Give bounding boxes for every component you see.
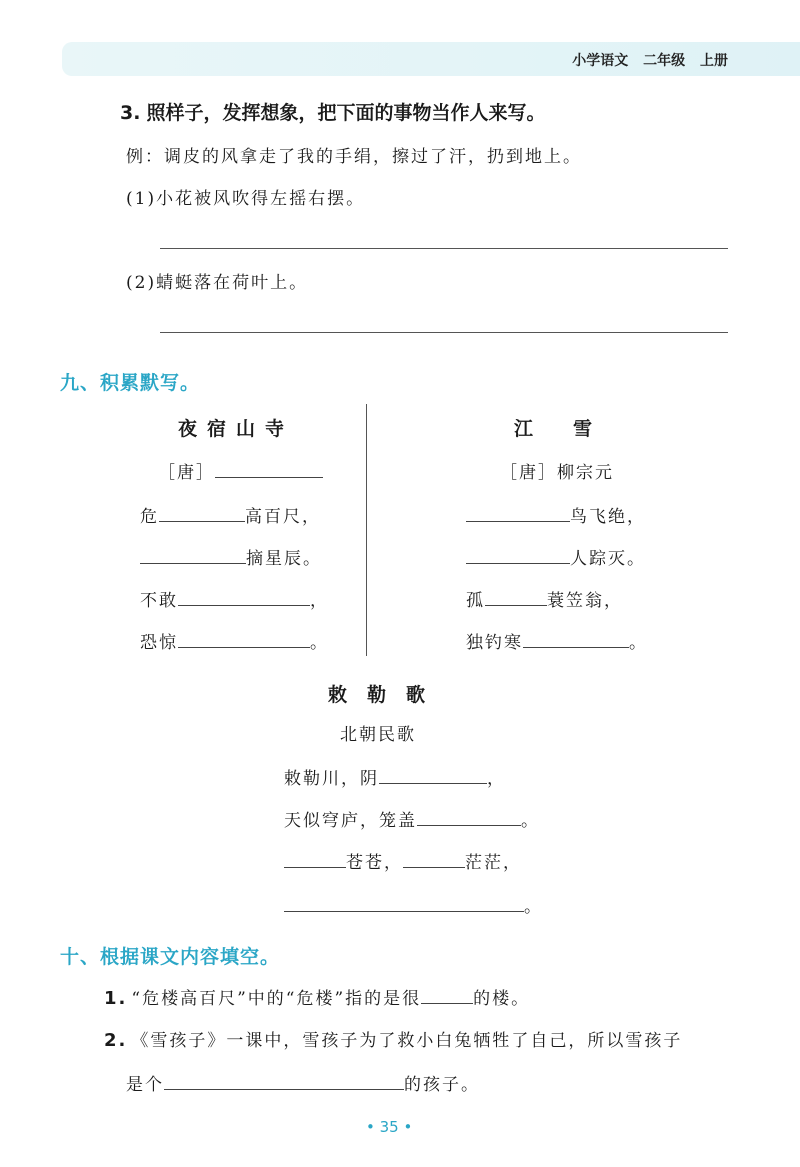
poem3-line-3-mid: 苍苍， [346,853,403,873]
section9-title: 九、积累默写。 [60,372,201,394]
poem3-line-1-pre: 敕勒川，阴 [284,769,379,789]
poem3-line-2 [284,806,540,831]
poem1-line-2 [140,544,322,569]
poem3-line-4-post: 。 [524,897,543,917]
s10-q1-number: 1. [104,988,128,1009]
header-volume: 上册 [700,53,728,69]
poem2-line-2 [466,544,646,569]
poem2-line-4-pre: 独钓寒 [466,633,523,653]
s10-q1-post: 的楼。 [473,989,531,1009]
poem3-line-2-post: 。 [521,811,540,831]
poem2-dynasty-line [500,458,614,483]
poem1-line-2-post: 摘星辰。 [246,549,322,569]
s10-q2-pre: 是个 [126,1075,164,1095]
s10-q2-line-2 [126,1070,480,1095]
poem3-line-2-pre: 天似穹庐，笼盖 [284,811,417,831]
page-number: • 35 • [366,1118,413,1136]
poem2-line-3-pre: 孤 [466,591,485,611]
poem1-dynasty-line [158,458,323,483]
poem3-line-1 [284,764,506,789]
poem1-line-1 [140,502,321,527]
poem3-line-1-post: ， [487,769,506,789]
s10-q2 [104,1026,682,1051]
s10-q1-pre: “危楼高百尺”中的“危楼”指的是很 [131,989,422,1009]
poem2-line-4-blank[interactable] [523,629,629,648]
poem3-line-3-blank-a[interactable] [284,849,346,868]
s10-q1-blank[interactable] [421,985,473,1004]
poem2-line-4-post: 。 [629,633,648,653]
poem2-line-1 [466,502,646,527]
poem2-dynasty: ［唐］ [500,463,557,483]
poem2-line-2-blank[interactable] [466,545,570,564]
s10-q2-blank[interactable] [164,1071,404,1090]
q3-item-2: (2)蜻蜓落在荷叶上。 [126,273,309,293]
poem2-line-1-blank[interactable] [466,503,570,522]
poem1-line-4-post: 。 [310,633,329,653]
poem-divider [366,404,367,656]
s10-q2-text: 《雪孩子》一课中，雪孩子为了救小白兔牺牲了自己，所以雪孩子 [131,1031,683,1051]
poem1-line-1-blank[interactable] [159,503,245,522]
q3-title [120,98,545,125]
header-grade: 二年级 [643,53,686,69]
poem1-line-4-blank[interactable] [178,629,310,648]
poem1-line-1-post: 高百尺， [245,507,321,527]
poem3-line-2-blank[interactable] [417,807,521,826]
q3-answer-line-1[interactable] [160,248,728,249]
s10-q2-post: 的孩子。 [404,1075,480,1095]
s10-q1 [104,984,530,1009]
poem3-title: 敕勒歌 [328,684,446,706]
section10-title: 十、根据课文内容填空。 [60,946,281,968]
poem2-line-2-post: 人踪灭。 [570,549,646,569]
poem1-line-3-post: ， [310,591,329,611]
poem2-line-4 [466,628,648,653]
poem1-line-3-pre: 不敢 [140,591,178,611]
q3-item-1: (1)小花被风吹得左摇右摆。 [126,189,366,209]
poem1-dynasty: ［唐］ [158,463,215,483]
poem3-author: 北朝民歌 [340,725,416,745]
poem3-line-4 [284,892,543,917]
poem3-line-4-blank[interactable] [284,893,524,912]
header-label [572,50,728,70]
poem1-line-3 [140,586,329,611]
poem2-author: 柳宗元 [557,463,614,483]
poem3-line-1-blank[interactable] [379,765,487,784]
poem3-line-3 [284,848,522,873]
poem1-line-1-pre: 危 [140,507,159,527]
poem1-author-blank[interactable] [215,459,323,478]
poem1-line-4-pre: 恐惊 [140,633,178,653]
poem2-line-3-post: 蓑笠翁， [547,591,623,611]
poem1-line-3-blank[interactable] [178,587,310,606]
poem1-line-4 [140,628,329,653]
poem1-line-2-blank[interactable] [140,545,246,564]
poem2-line-3-blank[interactable] [485,587,547,606]
q3-answer-line-2[interactable] [160,332,728,333]
header-subject: 小学语文 [572,53,629,69]
q3-title-text: 照样子，发挥想象，把下面的事物当作人来写。 [146,102,546,124]
s10-q2-number: 2. [104,1030,128,1051]
poem3-line-3-blank-b[interactable] [403,849,465,868]
q3-number: 3. [120,102,141,124]
poem2-line-3 [466,586,623,611]
poem3-line-3-post: 茫茫， [465,853,522,873]
q3-example: 例：调皮的风拿走了我的手绢，擦过了汗，扔到地上。 [126,147,582,167]
poem2-line-1-post: 鸟飞绝， [570,507,646,527]
poem2-title: 江雪 [514,418,633,440]
poem1-title: 夜宿山寺 [178,418,295,440]
